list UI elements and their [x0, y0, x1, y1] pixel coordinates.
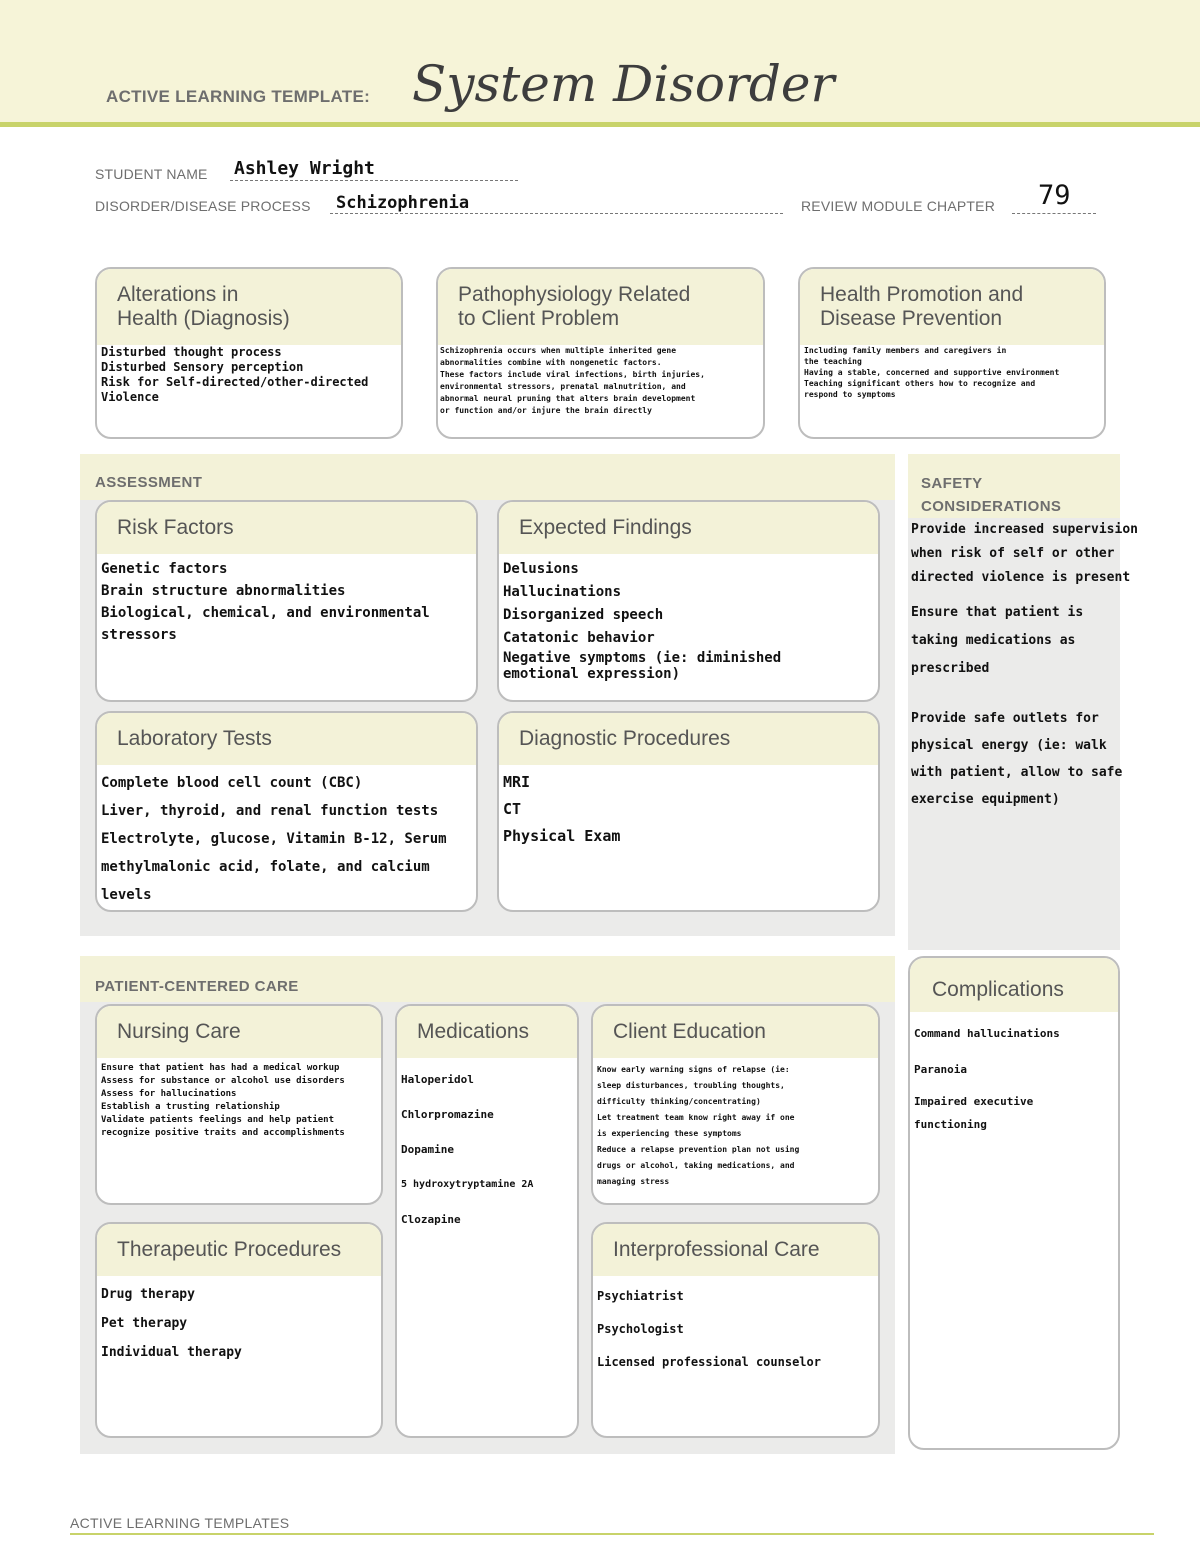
list-item: Schizophrenia occurs when multiple inherited gene	[440, 346, 677, 355]
footer-rule	[70, 1533, 1154, 1535]
list-item: abnormal neural pruning that alters brain development	[440, 394, 696, 403]
template-label: ACTIVE LEARNING TEMPLATE:	[106, 87, 371, 106]
list-item: MRI	[503, 773, 531, 791]
page-title: System Disorder	[412, 55, 835, 113]
list-item: when risk of self or other	[911, 546, 1115, 561]
list-item: Reduce a relapse prevention plan not using	[597, 1145, 800, 1154]
list-item: or function and/or injure the brain directly	[440, 406, 652, 415]
list-item: Establish a trusting relationship	[101, 1102, 280, 1112]
list-item: Assess for hallucinations	[101, 1089, 237, 1099]
chapter-value: 79	[1038, 180, 1071, 211]
list-item: Brain structure abnormalities	[101, 583, 346, 599]
alterations-title-2: Health (Diagnosis)	[117, 307, 290, 330]
list-item: with patient, allow to safe	[911, 765, 1123, 780]
list-item: Biological, chemical, and environmental	[101, 605, 430, 621]
list-item: Disorganized speech	[503, 607, 664, 623]
pathophysiology-title-2: to Client Problem	[458, 307, 620, 330]
assessment-title: ASSESSMENT	[95, 474, 203, 491]
list-item: drugs or alcohol, taking medications, and	[597, 1161, 795, 1170]
client-education-box	[591, 1004, 880, 1205]
expected-findings-heading: Expected Findings	[499, 502, 878, 554]
safety-notes	[911, 518, 1138, 813]
list-item: taking medications as	[911, 633, 1076, 648]
header-rule	[0, 122, 1200, 127]
list-item: the teaching	[804, 357, 862, 366]
list-item: Paranoia	[914, 1063, 967, 1076]
safety-title	[921, 472, 1061, 518]
laboratory-tests-heading: Laboratory Tests	[97, 713, 476, 765]
interprofessional-care-box	[591, 1222, 880, 1438]
list-item: is experiencing these symptoms	[597, 1129, 742, 1138]
list-item: Negative symptoms (ie: diminished	[503, 650, 782, 666]
list-item: Genetic factors	[101, 561, 228, 577]
list-item: Psychologist	[597, 1322, 684, 1336]
list-item: Drug therapy	[101, 1287, 195, 1302]
nursing-care-box	[95, 1004, 383, 1205]
list-item: Provide safe outlets for	[911, 711, 1099, 726]
list-item: sleep disturbances, troubling thoughts,	[597, 1081, 785, 1090]
list-item: respond to symptoms	[804, 390, 896, 399]
list-item: Haloperidol	[401, 1073, 474, 1086]
complications-heading: Complications	[910, 958, 1118, 1012]
health-promotion-title-1: Health Promotion and	[820, 283, 1024, 306]
list-item: directed violence is present	[911, 570, 1131, 585]
list-item: Licensed professional counselor	[597, 1355, 821, 1369]
list-item: Provide increased supervision	[911, 522, 1138, 537]
pathophysiology-heading	[438, 269, 763, 345]
list-item: Pet therapy	[101, 1316, 188, 1331]
list-item: 5 hydroxytryptamine 2A	[401, 1179, 534, 1190]
list-item: Hallucinations	[503, 584, 622, 600]
list-item: Dopamine	[401, 1143, 454, 1156]
medications-heading: Medications	[397, 1006, 577, 1058]
student-name-value: Ashley Wright	[234, 158, 375, 179]
nursing-care-heading: Nursing Care	[97, 1006, 381, 1058]
list-item: physical energy (ie: walk	[911, 738, 1107, 753]
diagnostic-procedures-heading: Diagnostic Procedures	[499, 713, 878, 765]
list-item: methylmalonic acid, folate, and calcium	[101, 859, 430, 875]
list-item: abnormalities combine with nongenetic factors.	[440, 358, 662, 367]
list-item: Clozapine	[401, 1213, 461, 1226]
chapter-label: REVIEW MODULE CHAPTER	[801, 198, 995, 214]
pathophysiology-title-1: Pathophysiology Related	[458, 283, 691, 306]
therapeutic-procedures-heading: Therapeutic Procedures	[97, 1224, 381, 1276]
disorder-label: DISORDER/DISEASE PROCESS	[95, 198, 311, 214]
student-name-label: STUDENT NAME	[95, 166, 208, 182]
list-item: managing stress	[597, 1177, 670, 1186]
list-item: Know early warning signs of relapse (ie:	[597, 1065, 790, 1074]
list-item: exercise equipment)	[911, 792, 1060, 807]
list-item: Complete blood cell count (CBC)	[101, 775, 363, 791]
interprofessional-care-heading: Interprofessional Care	[593, 1224, 878, 1276]
list-item: Having a stable, concerned and supportive environment	[804, 368, 1060, 377]
list-item: Let treatment team know right away if one	[597, 1113, 795, 1122]
list-item: Liver, thyroid, and renal function tests	[101, 803, 439, 819]
list-item: Disturbed thought process	[101, 345, 282, 359]
footer-label: ACTIVE LEARNING TEMPLATES	[70, 1515, 290, 1531]
diagnostic-procedures-box	[497, 711, 880, 912]
expected-findings-box	[497, 500, 880, 702]
health-promotion-title-2: Disease Prevention	[820, 307, 1003, 330]
list-item: difficulty thinking/concentrating)	[597, 1097, 761, 1106]
health-promotion-box	[798, 267, 1106, 439]
patient-centered-care-title: PATIENT-CENTERED CARE	[95, 978, 299, 995]
medications-box	[395, 1004, 579, 1438]
disorder-value: Schizophrenia	[336, 193, 470, 213]
list-item: Ensure that patient is	[911, 605, 1084, 620]
complications-box	[908, 956, 1120, 1450]
list-item: CT	[503, 800, 522, 818]
list-item: Including family members and caregivers in	[804, 346, 1007, 355]
list-item: levels	[101, 887, 152, 903]
list-item: Electrolyte, glucose, Vitamin B-12, Serum	[101, 831, 447, 847]
list-item: emotional expression)	[503, 666, 681, 682]
list-item: Disturbed Sensory perception	[101, 360, 304, 374]
list-item: Impaired executive	[914, 1095, 1034, 1108]
list-item: Command hallucinations	[914, 1027, 1060, 1040]
list-item: Psychiatrist	[597, 1289, 684, 1303]
list-item: Delusions	[503, 561, 579, 577]
pathophysiology-box	[436, 267, 765, 439]
risk-factors-heading: Risk Factors	[97, 502, 476, 554]
laboratory-tests-box	[95, 711, 478, 912]
list-item: prescribed	[911, 661, 990, 676]
list-item: Chlorpromazine	[401, 1108, 494, 1121]
list-item: Teaching significant others how to recognize and	[804, 379, 1036, 388]
list-item: Validate patients feelings and help patient	[101, 1115, 334, 1125]
therapeutic-procedures-box	[95, 1222, 383, 1438]
list-item: recognize positive traits and accomplishments	[101, 1128, 345, 1138]
safety-title-2: CONSIDERATIONS	[921, 498, 1062, 515]
health-promotion-heading	[800, 269, 1104, 345]
list-item: These factors include viral infections, birth injuries,	[440, 370, 705, 379]
risk-factors-box	[95, 500, 478, 702]
list-item: Catatonic behavior	[503, 630, 655, 646]
list-item: Assess for substance or alcohol use disorders	[101, 1076, 345, 1086]
alterations-title-1: Alterations in	[117, 283, 239, 306]
list-item: Individual therapy	[101, 1345, 242, 1360]
list-item: Violence	[101, 390, 159, 404]
alterations-box	[95, 267, 403, 439]
list-item: Risk for Self-directed/other-directed	[101, 375, 369, 389]
list-item: stressors	[101, 627, 177, 643]
safety-title-1: SAFETY	[921, 475, 983, 492]
list-item: functioning	[914, 1118, 987, 1131]
list-item: environmental stressors, prenatal malnutrition, and	[440, 382, 686, 391]
client-education-heading: Client Education	[593, 1006, 878, 1058]
list-item: Ensure that patient has had a medical workup	[101, 1063, 340, 1073]
alterations-heading	[97, 269, 401, 345]
list-item: Physical Exam	[503, 827, 621, 845]
